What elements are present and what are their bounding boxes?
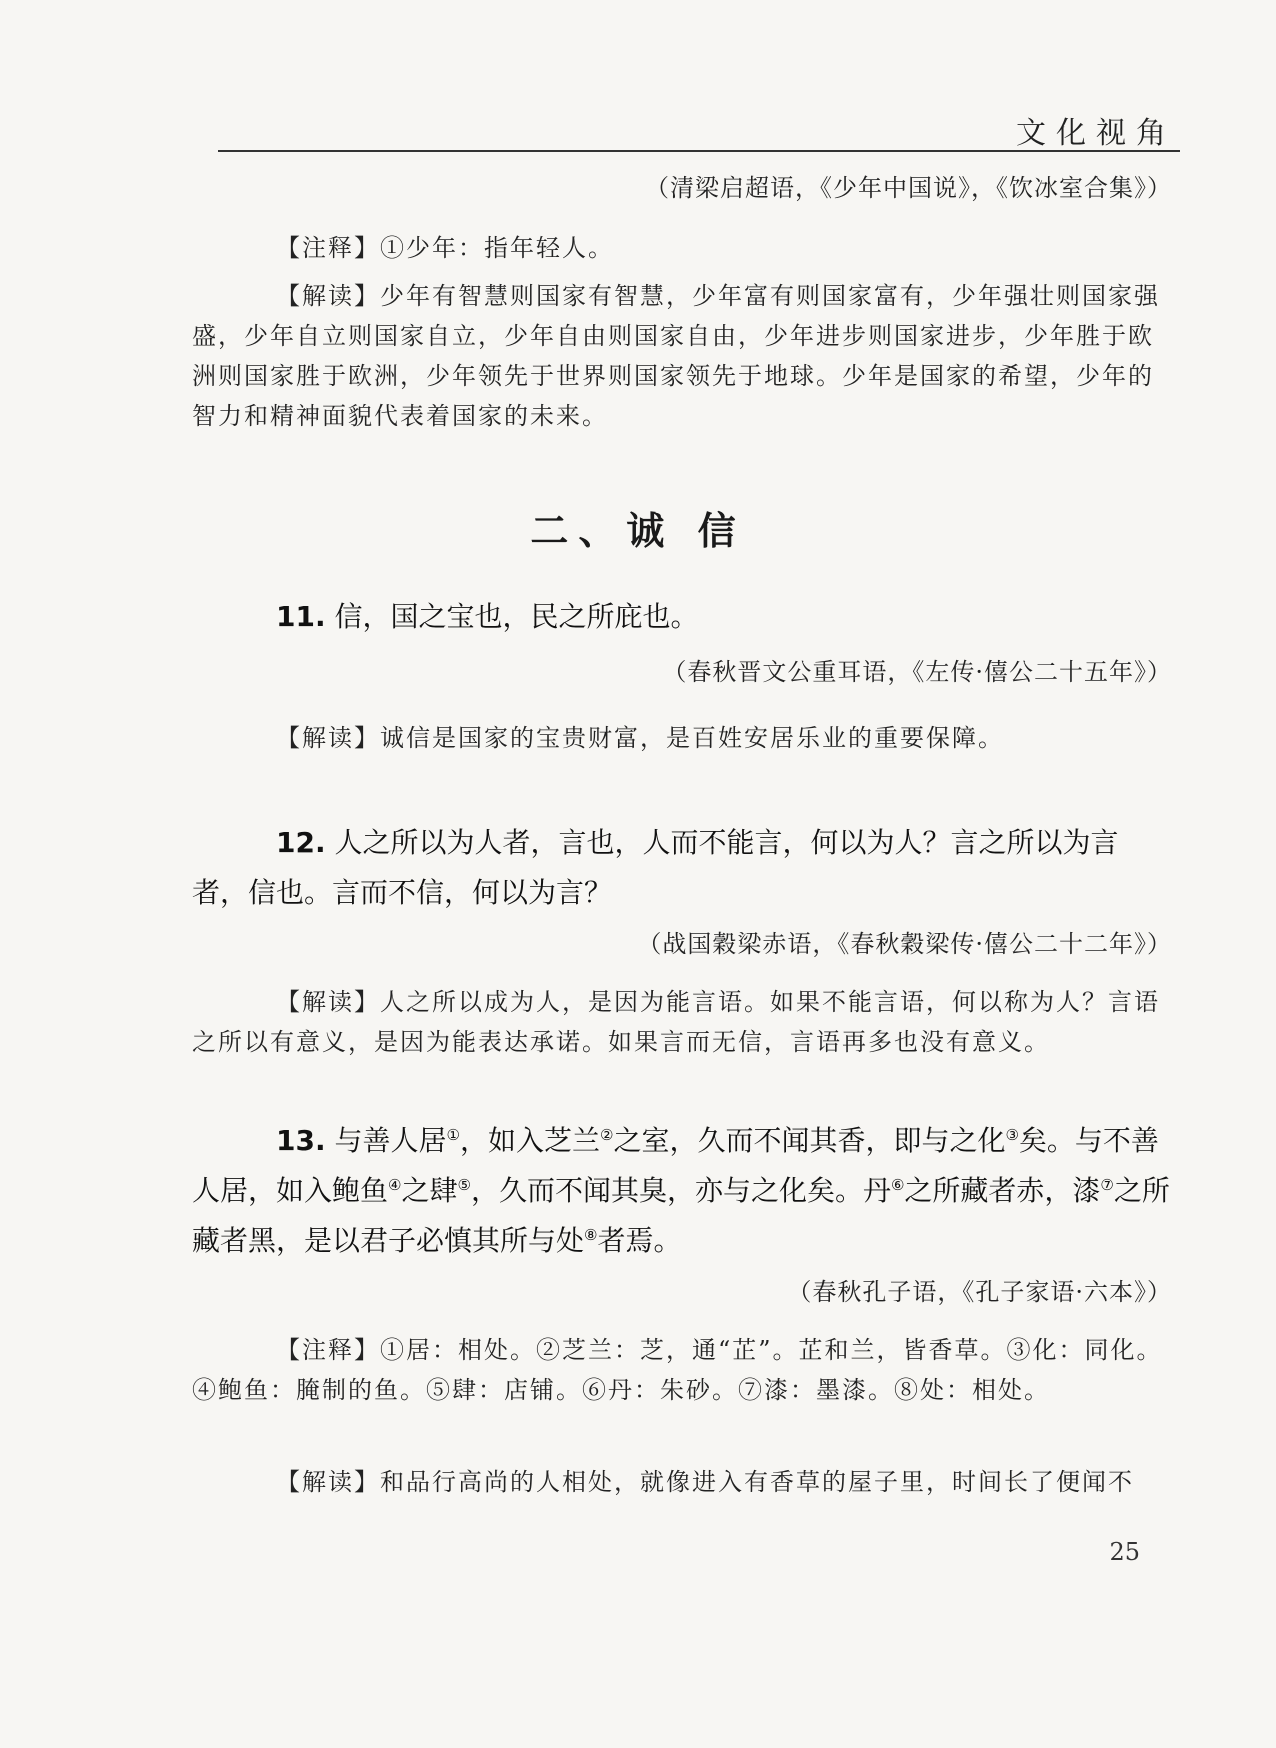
prev-source: （清梁启超语，《少年中国说》，《饮冰室合集》）	[645, 174, 1172, 202]
footnote-marker: ②	[600, 1126, 614, 1144]
quote-text: 之所藏者赤，漆	[904, 1174, 1101, 1207]
note-tag: 【注释】	[276, 234, 380, 262]
footnote-marker: ⑥	[890, 1176, 905, 1194]
footnote-marker: ⑦	[1100, 1176, 1114, 1194]
interp-tag: 【解读】	[276, 988, 380, 1016]
source-13: （春秋孔子语，《孔子家语·六本》）	[787, 1278, 1172, 1306]
quote-number: 12.	[276, 826, 326, 859]
note-text: ①少年：指年轻人。	[380, 234, 614, 262]
prev-note	[192, 228, 1172, 268]
note-13	[192, 1330, 1172, 1410]
quote-text: 者焉。	[597, 1224, 682, 1257]
page-number: 25	[1109, 1538, 1140, 1566]
header-rule	[218, 150, 1180, 152]
interpretation-13	[192, 1462, 1172, 1502]
source-11: （春秋晋文公重耳语，《左传·僖公二十五年》）	[662, 658, 1172, 686]
quote-text: 之室，久而不闻其香，即与之化	[613, 1124, 1006, 1157]
quote-text: 人之所以为人者，言也，人而不能言，何以为人？言之所以为言者，信也。言而不信，何以为言？	[192, 826, 1119, 909]
running-header: 文化视角	[1016, 116, 1176, 151]
interp-text: 和品行高尚的人相处，就像进入有香草的屋子里，时间长了便闻不	[380, 1468, 1134, 1496]
interpretation-11	[192, 718, 1172, 758]
quote-text: ，久而不闻其臭，亦与之化矣。丹	[470, 1174, 891, 1207]
quote-text: 与善人居	[334, 1124, 447, 1157]
footnote-marker: ⑧	[584, 1226, 598, 1244]
footnote-marker: ④	[388, 1176, 402, 1194]
interpretation-12	[192, 982, 1172, 1062]
quote-text: ，如入芝兰	[459, 1124, 600, 1157]
quote-number: 11.	[276, 600, 326, 633]
section-title: 二、诚 信	[530, 509, 746, 553]
quote-text: 之所藏者黑，是以君子必慎其所与处	[192, 1174, 1170, 1257]
note-text: ①居：相处。②芝兰：芝，通“芷”。芷和兰，皆香草。③化：同化。④鲍鱼：腌制的鱼。⑤肆：店铺。⑥丹：朱砂。⑦漆：墨漆。⑧处：相处。	[192, 1336, 1163, 1404]
interp-tag: 【解读】	[276, 282, 380, 310]
footnote-marker: ①	[446, 1126, 460, 1144]
footnote-marker: ⑤	[457, 1176, 471, 1194]
footnote-marker: ③	[1005, 1126, 1019, 1144]
interp-text: 诚信是国家的宝贵财富，是百姓安居乐业的重要保障。	[380, 724, 1004, 752]
interp-text: 人之所以成为人，是因为能言语。如果不能言语，何以称为人？言语之所以有意义，是因为能表达承诺。如果言而无信，言语再多也没有意义。	[192, 988, 1160, 1056]
quote-text: 之肆	[401, 1174, 458, 1207]
quote-number: 13.	[276, 1124, 326, 1157]
quote-text: 矣。与不善人居，如入鲍鱼	[192, 1124, 1159, 1207]
quote-text: 信，国之宝也，民之所庇也。	[334, 600, 699, 633]
source-12: （战国穀梁赤语，《春秋穀梁传·僖公二十二年》）	[637, 930, 1172, 958]
interp-tag: 【解读】	[276, 1468, 380, 1496]
interp-text: 少年有智慧则国家有智慧，少年富有则国家富有，少年强壮则国家强盛，少年自立则国家自立，少年自由则国家自由，少年进步则国家进步，少年胜于欧洲则国家胜于欧洲，少年领先于世界则国家领先于地球。少年是国家的希望，少年的智力和精神面貌代表着国家的未来。	[192, 282, 1160, 430]
prev-interpretation	[192, 276, 1172, 436]
quote-12	[192, 818, 1172, 918]
note-tag: 【注释】	[276, 1336, 380, 1364]
interp-tag: 【解读】	[276, 724, 380, 752]
quote-11	[192, 592, 1172, 642]
quote-13	[192, 1116, 1172, 1266]
